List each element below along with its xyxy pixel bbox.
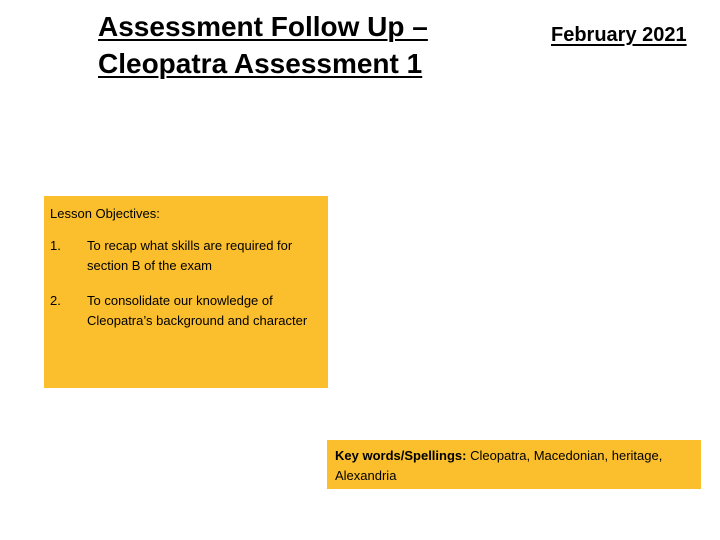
objective-number: 1. — [50, 238, 61, 253]
title-line-2: Cleopatra Assessment 1 — [98, 48, 423, 79]
objective-item — [50, 291, 322, 331]
title-line-1: Assessment Follow Up – — [98, 11, 428, 42]
objective-text: To consolidate our knowledge of Cleopatra’s background and character — [87, 293, 308, 328]
objective-item — [50, 236, 322, 276]
keywords-text: Cleopatra, Macedonian, heritage, Alexandria — [335, 448, 663, 483]
page-title — [98, 8, 498, 82]
keywords-label: Key words/Spellings: — [335, 448, 467, 463]
date-label: February 2021 — [551, 24, 687, 46]
keywords-box — [327, 440, 701, 489]
lesson-objectives-box — [44, 196, 328, 388]
objective-number: 2. — [50, 293, 61, 308]
objectives-heading: Lesson Objectives: — [50, 206, 160, 221]
objective-text: To recap what skills are required for section B of the exam — [87, 238, 293, 273]
